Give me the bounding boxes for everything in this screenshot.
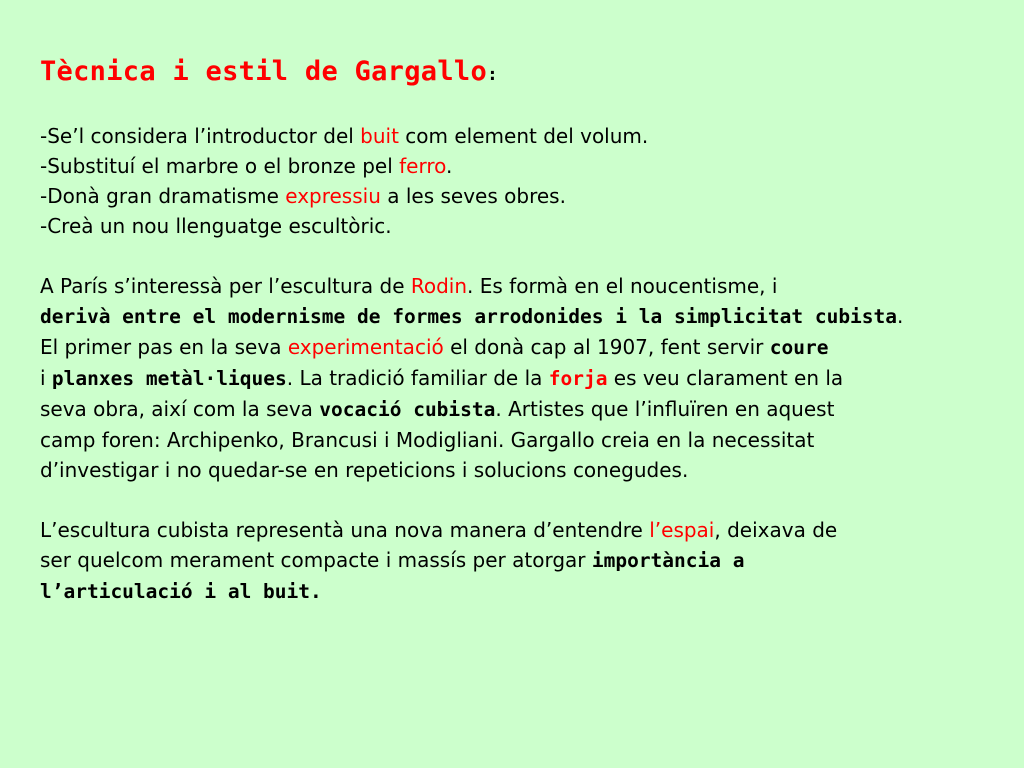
slide-content (40, 52, 990, 607)
text-run: . (310, 580, 322, 603)
paragraph-2 (40, 515, 990, 607)
text-run: . Artistes que l’influïren en aquest (495, 397, 835, 421)
text-run: camp foren: Archipenko, Brancusi i Modigliani. Gargallo creia en la necessitat (40, 428, 815, 452)
bullet-item (40, 181, 990, 211)
title-colon: : (487, 64, 499, 85)
highlight-word: experimentació (287, 335, 444, 359)
highlight-word: Rodin (410, 274, 468, 298)
bullet-text: a les seves obres. (380, 184, 566, 208)
paragraph-line (40, 363, 990, 394)
text-run: , deixava de (714, 518, 838, 542)
highlight-word: ferro (399, 154, 447, 178)
bold-phrase: importància a (591, 549, 745, 572)
text-run: . (897, 304, 904, 328)
paragraph-line (40, 394, 990, 425)
bullet-text: -Creà un nou llenguatge escultòric. (40, 214, 392, 238)
bullet-text: com element del volum. (398, 124, 649, 148)
title-text: Tècnica i estil de Gargallo (40, 56, 487, 87)
bullet-item (40, 211, 990, 241)
bullet-text: . (446, 154, 453, 178)
bold-phrase: coure (769, 336, 829, 359)
paragraph-line (40, 515, 990, 545)
paragraph-line (40, 271, 990, 301)
bold-phrase: derivà entre el modernisme de formes arrodonides i la simplicitat cubista (40, 305, 898, 328)
paragraph-line (40, 332, 990, 363)
highlight-word: expressiu (285, 184, 381, 208)
bullet-item (40, 151, 990, 181)
bullet-text: -Substituí el marbre o el bronze pel (40, 154, 400, 178)
text-run: i (40, 366, 52, 390)
text-run: . Es formà en el noucentisme, i (467, 274, 778, 298)
bold-phrase: vocació cubista (319, 398, 496, 421)
paragraph-1 (40, 271, 990, 485)
text-run: A París s’interessà per l’escultura de (40, 274, 411, 298)
paragraph-line (40, 301, 990, 332)
text-run: ser quelcom merament compacte i massís per atorgar (40, 548, 592, 572)
slide-title (40, 52, 990, 95)
bullet-item (40, 121, 990, 151)
text-run: seva obra, així com la seva (40, 397, 320, 421)
text-run: . La tradició familiar de la (286, 366, 549, 390)
text-run: d’investigar i no quedar-se en repeticions i solucions conegudes. (40, 458, 689, 482)
paragraph-line (40, 455, 990, 485)
bold-phrase: l’articulació i al buit (40, 580, 311, 603)
text-run: L’escultura cubista representà una nova manera d’entendre (40, 518, 650, 542)
bold-phrase: planxes metàl·liques (51, 367, 287, 390)
paragraph-line (40, 545, 990, 576)
spacer (40, 485, 990, 515)
highlight-bold-word: forja (548, 367, 608, 390)
bullet-text: -Donà gran dramatisme (40, 184, 286, 208)
bullet-text: -Se’l considera l’introductor del (40, 124, 361, 148)
paragraph-line (40, 576, 990, 607)
spacer (40, 241, 990, 271)
text-run: es veu clarament en la (607, 366, 844, 390)
bullet-list (40, 121, 990, 241)
text-run: El primer pas en la seva (40, 335, 288, 359)
highlight-word: buit (360, 124, 399, 148)
highlight-word: l’espai (649, 518, 715, 542)
paragraph-line (40, 425, 990, 455)
text-run: el donà cap al 1907, fent servir (443, 335, 770, 359)
